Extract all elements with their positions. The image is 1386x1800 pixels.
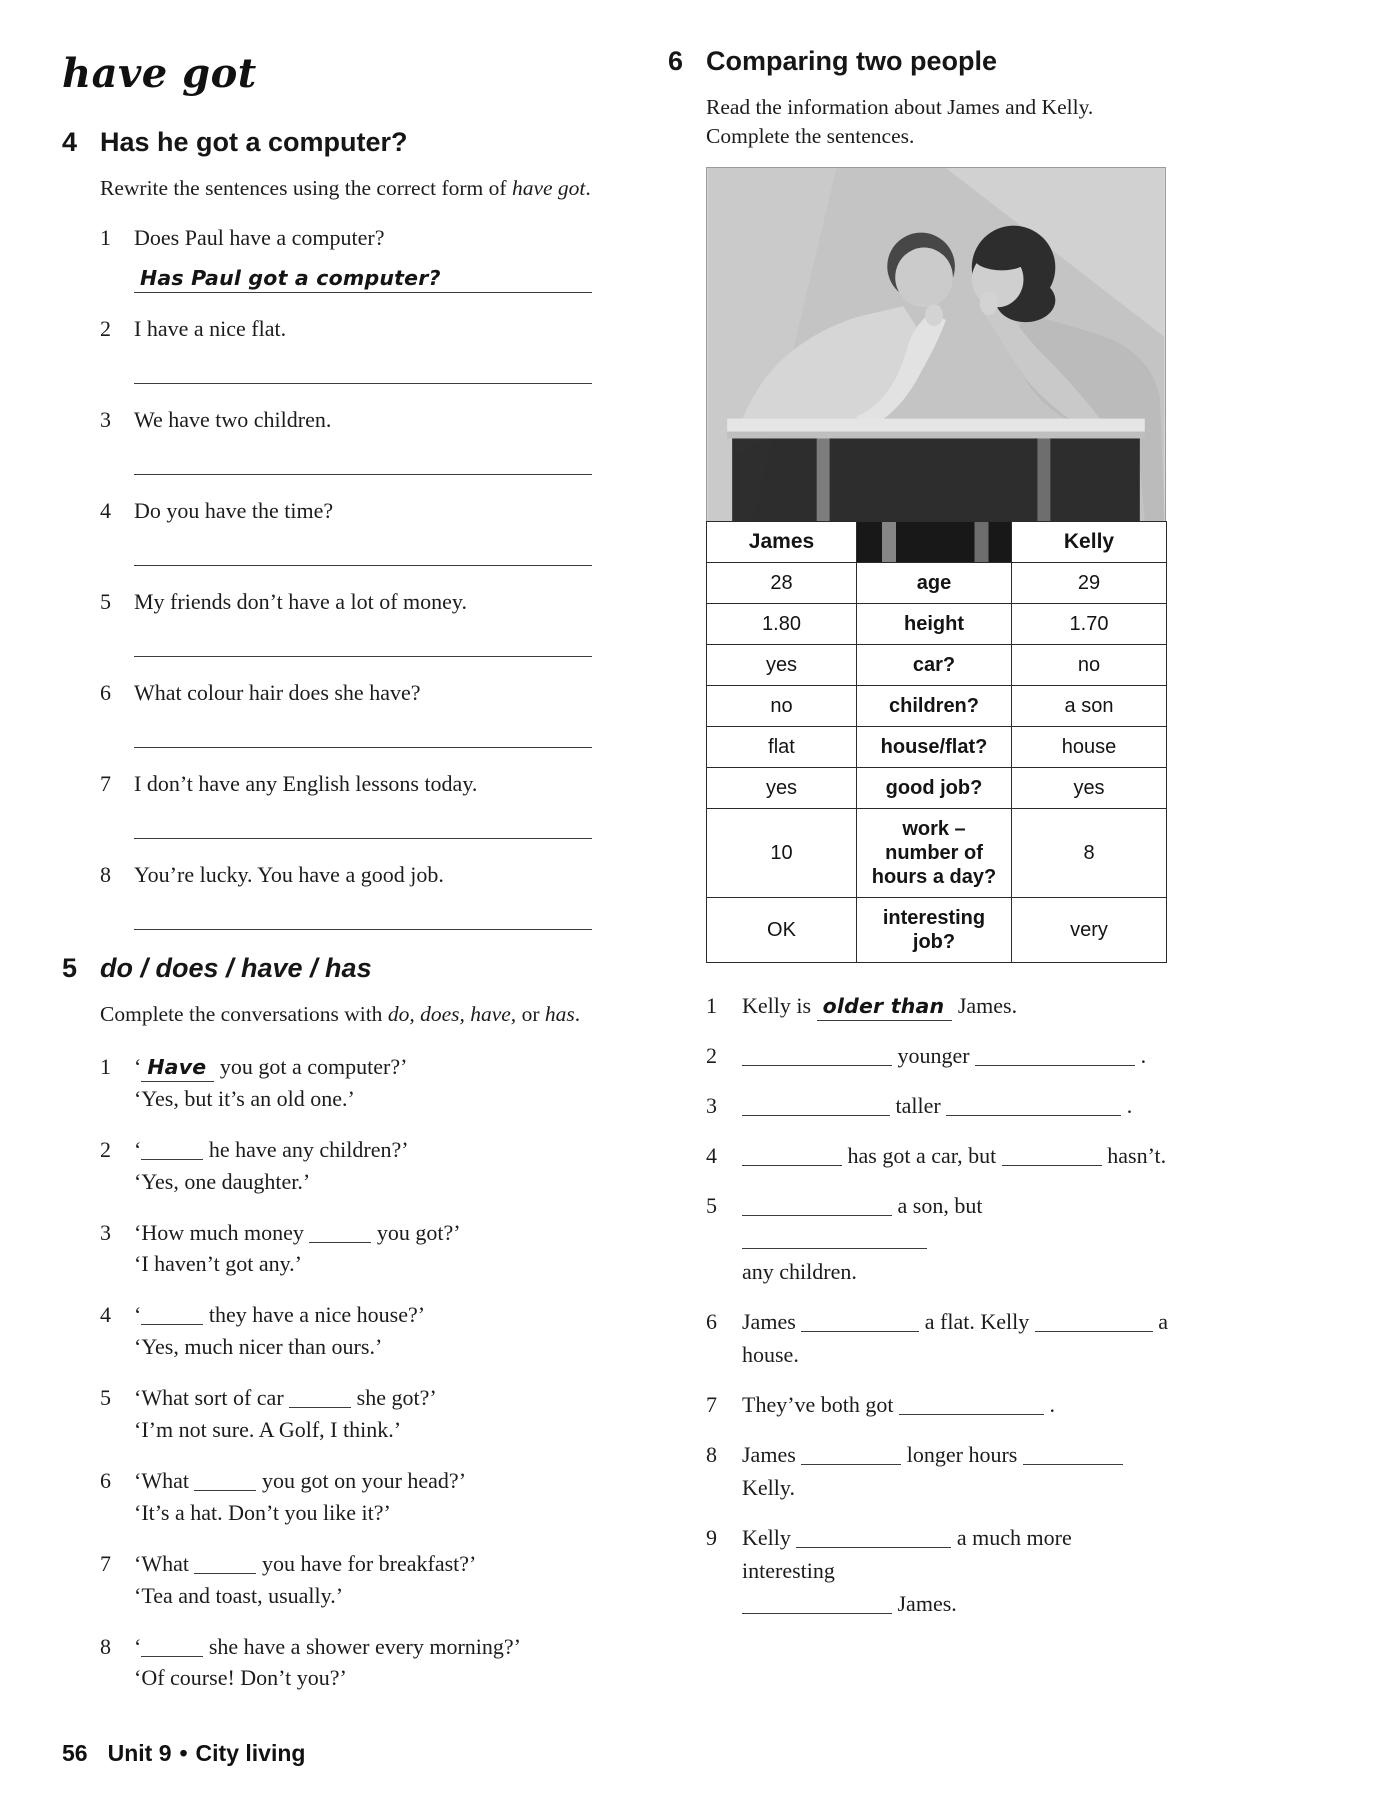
text-segment: ‘What [134, 1467, 195, 1493]
reply-line: ‘I’m not sure. A Golf, I think.’ [134, 1417, 402, 1443]
exercise-5 [62, 953, 622, 1694]
answer-line [134, 719, 592, 748]
sentence-body [742, 1139, 1168, 1172]
text-segment: longer hours [901, 1442, 1023, 1468]
exercise-number: 5 [62, 953, 78, 984]
kelly-value: 29 [1012, 563, 1167, 604]
exercise-item [706, 1438, 1168, 1504]
question-line [134, 1548, 622, 1580]
question-line [134, 1299, 622, 1331]
text-segment: Kelly. [742, 1475, 795, 1501]
reply-line: ‘I haven’t got any.’ [134, 1251, 302, 1277]
item-number: 4 [100, 1302, 111, 1328]
photo-james-kelly [706, 167, 1166, 522]
reply-line: ‘Of course! Don’t you?’ [134, 1665, 347, 1691]
exercise-4 [62, 127, 622, 930]
photo-illustration [707, 168, 1165, 521]
item-number: 6 [706, 1309, 717, 1335]
bullet-separator: • [179, 1740, 188, 1766]
blank-line [1035, 1318, 1153, 1332]
row-label: work – number of hours a day? [857, 809, 1012, 898]
blank-line [975, 1052, 1135, 1066]
text-segment: has got a car, but [842, 1143, 1002, 1169]
exercise-number: 6 [668, 46, 684, 76]
exercise-item [100, 1465, 622, 1529]
exercise-item [100, 316, 622, 384]
unit-label: Unit 9 [107, 1740, 172, 1766]
exercise-item [100, 589, 622, 657]
text-segment: any children. [742, 1259, 857, 1285]
exercise4-items [100, 225, 622, 930]
exercise-item [706, 1189, 1168, 1288]
text-segment: James [742, 1442, 802, 1468]
exercise-item [706, 1039, 1168, 1072]
text-segment: . [585, 176, 591, 200]
text-segment: ‘What sort of car [134, 1385, 290, 1411]
row-label: children? [857, 686, 1012, 727]
blank-line [796, 1534, 951, 1548]
text-segment: you got on your head?’ [256, 1467, 467, 1493]
text-segment: house. [742, 1342, 799, 1368]
item-number: 1 [706, 993, 717, 1019]
text-segment: ‘ [134, 1136, 142, 1162]
text-segment: a much more interesting [742, 1525, 1072, 1584]
text-segment: Kelly is [742, 993, 817, 1019]
item-sentence: I have a nice flat. [134, 316, 287, 342]
text-segment: or [516, 1002, 545, 1027]
text-segment: ‘How much money [134, 1219, 310, 1245]
exercise-item [100, 862, 622, 930]
kelly-value: very [1012, 898, 1167, 963]
exercise-number: 4 [62, 127, 78, 157]
section-label: City living [195, 1740, 306, 1766]
blank-line [1002, 1152, 1102, 1166]
kelly-value: house [1012, 727, 1167, 768]
question-line [134, 1134, 622, 1166]
item-number: 9 [706, 1525, 717, 1551]
blank-line [801, 1318, 919, 1332]
exercise5-header [62, 953, 622, 984]
page-footer [62, 1740, 313, 1767]
blank-line [1023, 1451, 1123, 1465]
row-label: interesting job? [857, 898, 1012, 963]
blank-line [946, 1102, 1121, 1116]
item-number: 6 [100, 680, 111, 706]
exercise-item [100, 498, 622, 566]
handwritten-answer: Have [141, 1055, 214, 1082]
question-line [134, 1382, 622, 1414]
text-segment: hasn’t. [1101, 1143, 1167, 1169]
answer-line [134, 810, 592, 839]
text-segment: . [574, 1002, 581, 1027]
text-segment: ‘ [134, 1633, 142, 1659]
item-number: 7 [100, 771, 111, 797]
item-number: 7 [706, 1392, 717, 1418]
answer-line [134, 264, 592, 293]
item-number: 7 [100, 1550, 111, 1576]
table-row [707, 686, 1167, 727]
answer-line [134, 901, 592, 930]
text-segment: . [1135, 1043, 1147, 1069]
row-label: house/flat? [857, 727, 1012, 768]
table-row [707, 898, 1167, 963]
item-number: 1 [100, 1054, 111, 1080]
text-segment: a [1152, 1309, 1168, 1335]
text-segment: ‘ [134, 1302, 142, 1328]
italic-text: have got [511, 176, 586, 200]
text-segment: you have for breakfast?’ [256, 1550, 477, 1576]
row-label: age [857, 563, 1012, 604]
table-header-row [707, 522, 1167, 563]
answer-line [134, 537, 592, 566]
exercise6-sentences [706, 989, 1168, 1620]
item-sentence: Does Paul have a computer? [134, 225, 385, 251]
exercise-item [100, 1548, 622, 1612]
row-label: good job? [857, 768, 1012, 809]
sentence-body [742, 1039, 1168, 1072]
text-segment: Complete the conversations with [100, 1002, 388, 1027]
item-sentence: What colour hair does she have? [134, 680, 421, 706]
exercise-item [100, 1382, 622, 1446]
right-column [668, 46, 1168, 1713]
answer-line [134, 628, 592, 657]
left-column [62, 46, 622, 1713]
text-segment: a son, but [892, 1193, 983, 1219]
text-segment: James [742, 1309, 802, 1335]
item-number: 6 [100, 1467, 111, 1493]
exercise-item [706, 1089, 1168, 1122]
james-header: James [707, 522, 857, 563]
text-segment: Rewrite the sentences using the correct form of [100, 176, 512, 200]
sentence-body [742, 1089, 1168, 1122]
text-segment: James. [952, 993, 1018, 1019]
handwritten-answer: older than [817, 994, 953, 1021]
table-photo-cell [857, 522, 1012, 563]
exercise-title: Comparing two people [706, 46, 998, 76]
exercise-instructions [100, 1000, 622, 1029]
text-segment: ‘What [134, 1550, 195, 1576]
blank-line [309, 1229, 371, 1243]
item-number: 4 [100, 498, 111, 524]
james-value: yes [707, 768, 857, 809]
blank-line [742, 1235, 927, 1249]
james-value: 1.80 [707, 604, 857, 645]
handwritten-answer: Has Paul got a computer? [140, 266, 441, 291]
item-number: 8 [100, 862, 111, 888]
item-number: 5 [100, 1385, 111, 1411]
blank-line [141, 1311, 203, 1325]
james-value: OK [707, 898, 857, 963]
table-row [707, 645, 1167, 686]
blank-line [742, 1052, 892, 1066]
item-number: 2 [100, 316, 111, 342]
blank-line [742, 1152, 842, 1166]
exercise-item [100, 1631, 622, 1695]
reply-line: ‘Yes, much nicer than ours.’ [134, 1334, 383, 1360]
blank-line [141, 1643, 203, 1657]
exercise-item [100, 771, 622, 839]
text-segment: Kelly [742, 1525, 797, 1551]
james-value: 10 [707, 809, 857, 898]
text-segment: younger [892, 1043, 976, 1069]
exercise-instructions [100, 174, 622, 203]
item-number: 8 [706, 1442, 717, 1468]
item-number: 3 [100, 1219, 111, 1245]
james-value: no [707, 686, 857, 727]
text-segment: . [1121, 1093, 1133, 1119]
sentence-body [742, 1189, 1168, 1288]
text-segment: They’ve both got [742, 1392, 900, 1418]
item-number: 3 [706, 1093, 717, 1119]
page-number: 56 [62, 1740, 88, 1766]
text-segment: you got a computer?’ [214, 1054, 408, 1080]
row-label: height [857, 604, 1012, 645]
item-number: 2 [100, 1136, 111, 1162]
blank-line [742, 1600, 892, 1614]
exercise-title: do / does / have / has [100, 953, 372, 984]
page-title: have got [62, 50, 257, 97]
exercise-6 [668, 46, 1168, 1620]
text-segment: they have a nice house?’ [203, 1302, 426, 1328]
blank-line [194, 1560, 256, 1574]
row-label: car? [857, 645, 1012, 686]
text-segment: you got?’ [371, 1219, 461, 1245]
exercise-item [100, 407, 622, 475]
exercise-item [100, 1134, 622, 1198]
exercise4-header [62, 127, 622, 158]
text-segment: ‘ [134, 1054, 142, 1080]
exercise-item [100, 1051, 622, 1115]
kelly-value: no [1012, 645, 1167, 686]
question-line [134, 1631, 622, 1663]
sentence-body [742, 1388, 1168, 1421]
kelly-header: Kelly [1012, 522, 1167, 563]
blank-line [289, 1394, 351, 1408]
item-number: 5 [706, 1193, 717, 1219]
kelly-value: yes [1012, 768, 1167, 809]
exercise-instructions: Read the information about James and Kelly. Complete the sentences. [706, 95, 1094, 149]
item-sentence: We have two children. [134, 407, 332, 433]
question-line [134, 1217, 622, 1249]
item-number: 5 [100, 589, 111, 615]
kelly-value: 8 [1012, 809, 1167, 898]
exercise6-header [668, 46, 1168, 77]
item-sentence: You’re lucky. You have a good job. [134, 862, 444, 888]
question-line [134, 1051, 622, 1083]
item-sentence: I don’t have any English lessons today. [134, 771, 478, 797]
james-value: 28 [707, 563, 857, 604]
reply-line: ‘Yes, one daughter.’ [134, 1168, 311, 1194]
blank-line [194, 1477, 256, 1491]
text-segment: . [1044, 1392, 1056, 1418]
table-row [707, 563, 1167, 604]
text-segment: a flat. Kelly [919, 1309, 1035, 1335]
sentence-body [742, 1438, 1168, 1504]
exercise-title: Has he got a computer? [100, 127, 408, 157]
italic-text: has [544, 1002, 575, 1027]
sentence-body [742, 1305, 1168, 1371]
table-row [707, 809, 1167, 898]
item-sentence: Do you have the time? [134, 498, 334, 524]
text-segment: James. [892, 1591, 957, 1617]
exercise-item [100, 1217, 622, 1281]
reply-line: ‘Yes, but it’s an old one.’ [134, 1085, 355, 1111]
exercise-item [706, 1139, 1168, 1172]
exercise-item [706, 1388, 1168, 1421]
exercise5-items [100, 1051, 622, 1694]
kelly-value: 1.70 [1012, 604, 1167, 645]
item-sentence: My friends don’t have a lot of money. [134, 589, 467, 615]
kelly-value: a son [1012, 686, 1167, 727]
table-row [707, 727, 1167, 768]
text-segment: she have a shower every morning?’ [203, 1633, 521, 1659]
table-row [707, 768, 1167, 809]
item-number: 4 [706, 1143, 717, 1169]
exercise-item [706, 989, 1168, 1022]
item-number: 2 [706, 1043, 717, 1069]
item-number: 1 [100, 225, 111, 251]
comparison-table [706, 521, 1167, 963]
sentence-body [742, 1521, 1168, 1620]
exercise-item [706, 1305, 1168, 1371]
sentence-body [742, 989, 1168, 1022]
blank-line [899, 1401, 1044, 1415]
exercise-item [100, 680, 622, 748]
exercise-item [100, 225, 622, 293]
item-number: 8 [100, 1633, 111, 1659]
blank-line [141, 1146, 203, 1160]
blank-line [801, 1451, 901, 1465]
reply-line: ‘It’s a hat. Don’t you like it?’ [134, 1499, 391, 1525]
answer-line [134, 355, 592, 384]
table-row [707, 604, 1167, 645]
james-value: flat [707, 727, 857, 768]
italic-text: do, does, have, [387, 1002, 517, 1027]
item-number: 3 [100, 407, 111, 433]
blank-line [742, 1202, 892, 1216]
text-segment: she got?’ [351, 1385, 437, 1411]
exercise-item [706, 1521, 1168, 1620]
text-segment: he have any children?’ [203, 1136, 409, 1162]
james-value: yes [707, 645, 857, 686]
question-line [134, 1465, 622, 1497]
answer-line [134, 446, 592, 475]
exercise-item [100, 1299, 622, 1363]
blank-line [742, 1102, 890, 1116]
reply-line: ‘Tea and toast, usually.’ [134, 1582, 344, 1608]
text-segment: taller [890, 1093, 947, 1119]
